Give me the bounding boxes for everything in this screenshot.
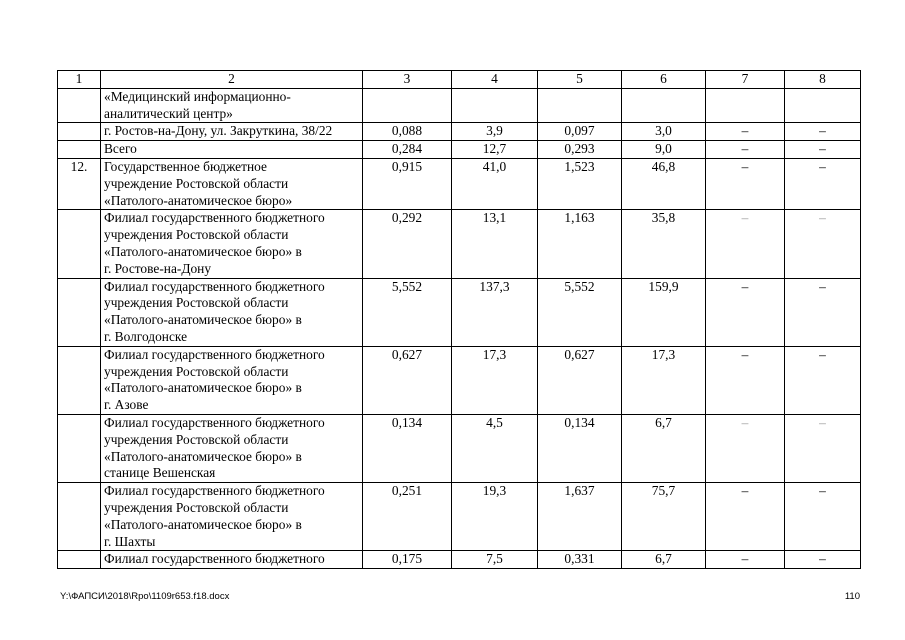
col4-value-cell: 19,3 <box>452 483 538 551</box>
col7-value-cell: – <box>706 210 785 278</box>
col6-value-cell <box>622 88 706 123</box>
col7-value-cell: – <box>706 346 785 414</box>
organization-cell: Филиал государственного бюджетного учреждения Ростовской области «Патолого-анатомическое бюро» в г. Волгодонске <box>101 278 363 346</box>
header-cell: 8 <box>785 71 861 89</box>
col5-value-cell: 1,637 <box>538 483 622 551</box>
table-header-row <box>58 71 861 89</box>
page-number: 110 <box>844 591 860 602</box>
col7-value-cell: – <box>706 158 785 209</box>
row-number-cell <box>58 346 101 414</box>
organization-cell: Государственное бюджетное учреждение Ростовской области «Патолого-анатомическое бюро» <box>101 158 363 209</box>
row-number-cell <box>58 278 101 346</box>
col5-value-cell: 1,523 <box>538 158 622 209</box>
data-table <box>57 70 861 569</box>
col6-value-cell: 6,7 <box>622 551 706 569</box>
col4-value-cell: 12,7 <box>452 141 538 159</box>
col5-value-cell: 0,627 <box>538 346 622 414</box>
col3-value-cell: 0,175 <box>363 551 452 569</box>
col4-value-cell: 17,3 <box>452 346 538 414</box>
col4-value-cell: 7,5 <box>452 551 538 569</box>
table-row <box>58 141 861 159</box>
row-number-cell <box>58 210 101 278</box>
organization-cell: Филиал государственного бюджетного учреждения Ростовской области «Патолого-анатомическое бюро» в г. Азове <box>101 346 363 414</box>
row-number-cell: 12. <box>58 158 101 209</box>
col5-value-cell: 5,552 <box>538 278 622 346</box>
header-cell: 6 <box>622 71 706 89</box>
col3-value-cell <box>363 88 452 123</box>
col3-value-cell: 0,251 <box>363 483 452 551</box>
table-row <box>58 278 861 346</box>
organization-cell: Всего <box>101 141 363 159</box>
organization-cell: Филиал государственного бюджетного учреждения Ростовской области «Патолого-анатомическое бюро» в г. Шахты <box>101 483 363 551</box>
col8-value-cell: – <box>785 346 861 414</box>
header-cell: 2 <box>101 71 363 89</box>
col4-value-cell: 13,1 <box>452 210 538 278</box>
col3-value-cell: 0,627 <box>363 346 452 414</box>
col4-value-cell: 4,5 <box>452 414 538 482</box>
table-row <box>58 346 861 414</box>
col6-value-cell: 35,8 <box>622 210 706 278</box>
col5-value-cell: 1,163 <box>538 210 622 278</box>
header-cell: 1 <box>58 71 101 89</box>
table-row <box>58 414 861 482</box>
table-row <box>58 158 861 209</box>
col8-value-cell: – <box>785 141 861 159</box>
col5-value-cell: 0,134 <box>538 414 622 482</box>
col7-value-cell: – <box>706 551 785 569</box>
col3-value-cell: 0,915 <box>363 158 452 209</box>
col3-value-cell: 5,552 <box>363 278 452 346</box>
col3-value-cell: 0,292 <box>363 210 452 278</box>
table-row <box>58 210 861 278</box>
table-row <box>58 551 861 569</box>
col3-value-cell: 0,284 <box>363 141 452 159</box>
col8-value-cell: – <box>785 210 861 278</box>
col5-value-cell <box>538 88 622 123</box>
col3-value-cell: 0,088 <box>363 123 452 141</box>
row-number-cell <box>58 123 101 141</box>
col7-value-cell <box>706 88 785 123</box>
row-number-cell <box>58 414 101 482</box>
footer-file-path: Y:\ФАПСИ\2018\Rpo\1109r653.f18.docx <box>60 591 230 602</box>
table-row <box>58 483 861 551</box>
table-row <box>58 88 861 123</box>
col8-value-cell: – <box>785 278 861 346</box>
header-cell: 7 <box>706 71 785 89</box>
organization-cell: «Медицинский информационно- аналитический центр» <box>101 88 363 123</box>
organization-cell: Филиал государственного бюджетного учреждения Ростовской области «Патолого-анатомическое бюро» в г. Ростове-на-Дону <box>101 210 363 278</box>
col7-value-cell: – <box>706 278 785 346</box>
col5-value-cell: 0,293 <box>538 141 622 159</box>
col6-value-cell: 3,0 <box>622 123 706 141</box>
organization-cell: Филиал государственного бюджетного <box>101 551 363 569</box>
col6-value-cell: 159,9 <box>622 278 706 346</box>
col8-value-cell: – <box>785 158 861 209</box>
col7-value-cell: – <box>706 414 785 482</box>
row-number-cell <box>58 88 101 123</box>
col8-value-cell: – <box>785 551 861 569</box>
col4-value-cell <box>452 88 538 123</box>
organization-cell: г. Ростов-на-Дону, ул. Закруткина, 38/22 <box>101 123 363 141</box>
col6-value-cell: 6,7 <box>622 414 706 482</box>
header-cell: 3 <box>363 71 452 89</box>
col4-value-cell: 41,0 <box>452 158 538 209</box>
header-cell: 4 <box>452 71 538 89</box>
organization-cell: Филиал государственного бюджетного учреждения Ростовской области «Патолого-анатомическое бюро» в станице Вешенская <box>101 414 363 482</box>
row-number-cell <box>58 141 101 159</box>
col6-value-cell: 17,3 <box>622 346 706 414</box>
col3-value-cell: 0,134 <box>363 414 452 482</box>
col8-value-cell <box>785 88 861 123</box>
col8-value-cell: – <box>785 483 861 551</box>
col7-value-cell: – <box>706 483 785 551</box>
row-number-cell <box>58 483 101 551</box>
col5-value-cell: 0,331 <box>538 551 622 569</box>
col4-value-cell: 3,9 <box>452 123 538 141</box>
col8-value-cell: – <box>785 123 861 141</box>
col6-value-cell: 46,8 <box>622 158 706 209</box>
row-number-cell <box>58 551 101 569</box>
col8-value-cell: – <box>785 414 861 482</box>
col4-value-cell: 137,3 <box>452 278 538 346</box>
col6-value-cell: 75,7 <box>622 483 706 551</box>
col7-value-cell: – <box>706 123 785 141</box>
table-row <box>58 123 861 141</box>
col5-value-cell: 0,097 <box>538 123 622 141</box>
header-cell: 5 <box>538 71 622 89</box>
col6-value-cell: 9,0 <box>622 141 706 159</box>
col7-value-cell: – <box>706 141 785 159</box>
